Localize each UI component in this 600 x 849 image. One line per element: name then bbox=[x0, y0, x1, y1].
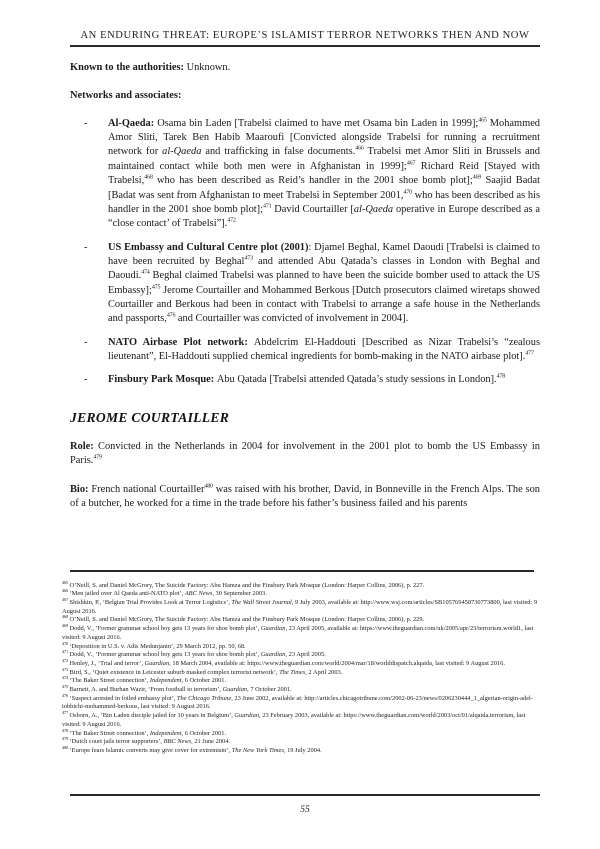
page-header bbox=[70, 30, 540, 47]
bullet-text bbox=[108, 241, 540, 327]
footnote-number: 471 bbox=[62, 649, 68, 655]
footnote-ref: 469 bbox=[472, 174, 482, 181]
footnote-item bbox=[62, 622, 542, 642]
text-run: , 2 April 2003. bbox=[305, 668, 343, 676]
text-run: Barnett, A. and Burhan Wazir, ‘From football to terrorism’, bbox=[69, 686, 223, 694]
bullet-marker: - bbox=[84, 117, 88, 129]
bullet-list bbox=[70, 117, 540, 388]
text-run: , 6 October 2001. bbox=[181, 677, 227, 685]
text-run: Independent bbox=[149, 677, 182, 685]
text-run: Dodd, V., ‘Former grammar school boy gets 13 years for shoe bomb plot’, bbox=[69, 625, 261, 633]
footnote-block bbox=[62, 570, 542, 756]
list-item bbox=[84, 117, 540, 232]
footnote-number: 465 bbox=[62, 579, 68, 585]
page-title: AN ENDURING THREAT: EUROPE’S ISLAMIST TERROR NETWORKS THEN AND NOW bbox=[80, 30, 530, 41]
footnote-number: 474 bbox=[62, 675, 68, 681]
footnote-ref: 467 bbox=[406, 160, 416, 167]
footnote-ref: 478 bbox=[496, 374, 506, 380]
text-run: Richard Reid [Stayed with Trabelsi, bbox=[108, 160, 541, 187]
text-run: , 18 March 2004, available at: https://www.theguardian.com/world/2004/mar/18/worlddispatch.alqaida, last visited: 9 August 2016. bbox=[169, 659, 505, 667]
footnote-number: 479 bbox=[62, 736, 68, 742]
text-run: Guardian bbox=[260, 625, 286, 633]
footnote-item bbox=[62, 651, 542, 660]
text-run: ‘Suspect arrested in foiled embassy plot’, bbox=[69, 694, 177, 702]
text-run: and Courtailler was convicted of involvement in 2004]. bbox=[175, 313, 409, 325]
page-body bbox=[70, 61, 540, 511]
text-run: , 23 June 2002, available at: http://articles.chicagotribune.com/2002-06-23/news/0206230444_1_algerian-origin-adel-tobbichi-mohammed-berkous, last visited: 9 August 2016. bbox=[62, 694, 533, 711]
footnote-item bbox=[62, 590, 542, 599]
text-run: and attended Abu Qatada’s classes in London with Beghal and Daoudi. bbox=[108, 255, 540, 282]
text-run: Abdelcrim El-Haddouti [Described as Nizar Trabelsi’s “zealous lieutenant”, El-Haddouti supplied chemical ingredients for bomb-making in the NATO airbase plot]. bbox=[108, 336, 540, 363]
text-run: Guardian bbox=[234, 712, 260, 720]
text-run: Al-Qaeda: bbox=[108, 117, 158, 129]
footnote-number: 466 bbox=[62, 588, 68, 594]
header-rule bbox=[70, 45, 540, 47]
text-run: ‘Dutch court jails terror supporters’, bbox=[69, 738, 164, 746]
footnote-number: 468 bbox=[62, 614, 68, 620]
bullet-text bbox=[108, 336, 540, 365]
text-run: , 21 June 2004. bbox=[191, 738, 230, 746]
text-run: ‘The Baker Street connection’, bbox=[69, 729, 150, 737]
footnote-item bbox=[62, 738, 542, 747]
footnote-ref: 475 bbox=[151, 284, 161, 291]
text-run: Abu Qatada [Trabelsi attended Qatada’s study sessions in London]. bbox=[216, 374, 497, 386]
role-paragraph bbox=[70, 440, 540, 469]
text-run: Dodd, V., ‘Former grammar school boy gets 13 years for shoe bomb plot’, bbox=[69, 651, 261, 659]
text-run: Saajid Badat [Badat was sent from Afghanistan to meet Trabelsi in September 2001, bbox=[108, 175, 541, 201]
footer-rule bbox=[70, 794, 540, 796]
text-run: , 19 July 2004. bbox=[283, 746, 322, 754]
footnote-ref: 466 bbox=[355, 145, 364, 152]
text-run: Role: bbox=[70, 440, 99, 452]
text-run: Henley, J., ‘Trial and terror’, bbox=[69, 659, 145, 667]
bullet-marker: - bbox=[84, 336, 88, 348]
footnote-ref: 468 bbox=[144, 174, 153, 181]
footnote-number: 473 bbox=[62, 666, 68, 672]
text-run: Guardian bbox=[260, 651, 286, 659]
text-run: Bio: bbox=[70, 483, 92, 495]
footnote-ref: 470 bbox=[403, 189, 412, 196]
text-run: David Courtailler [ bbox=[271, 203, 354, 215]
footnote-item bbox=[62, 657, 542, 669]
text-run: ‘Deposition in U.S. v. Adis Medunjanin’, 29 March 2012, pp. 50, 68. bbox=[69, 642, 246, 650]
text-run: was raised with his brother, David, in Bonneville in the French Alps. The son of a butcher, he worked for a time in the trade before his father’s business failed and his parents bbox=[70, 483, 540, 509]
text-run: Independent bbox=[149, 729, 182, 737]
bullet-marker: - bbox=[84, 241, 88, 253]
page-footer bbox=[70, 794, 540, 815]
text-run: ABC News bbox=[184, 590, 213, 598]
text-run: Networks and associates: bbox=[70, 90, 182, 102]
text-run: , 30 September 2003. bbox=[212, 590, 267, 598]
footnote-item bbox=[62, 712, 542, 729]
text-run: US Embassy and Cultural Centre plot (2001) bbox=[108, 241, 309, 253]
text-run: BBC News bbox=[163, 738, 192, 746]
text-run: Guardian bbox=[222, 686, 248, 694]
text-run: and trafficking in false documents. bbox=[201, 146, 356, 158]
text-run: Osborn, A., ‘Bin Laden disciple jailed for 10 years in Belgium’, bbox=[69, 712, 235, 720]
text-run: The Chicago Tribune bbox=[176, 694, 232, 702]
footnote-number: 469 bbox=[62, 622, 68, 628]
text-run: Beghal claimed Trabelsi was planned to have been the suicide bomber used to attack the US Embassy]; bbox=[108, 270, 540, 296]
text-run: , 9 July 2003, available at: http://www.wsj.com/articles/SB105769450730773800, last visited: 9 August 2016. bbox=[62, 599, 538, 615]
text-run: Bird, S., ‘Quiet existence in Leicester suburb masked complex terrorist network’, bbox=[69, 668, 280, 676]
text-run: Mohammed Amor Sliti, Tarek Ben Habib Maaroufi [Convicted alongside Trabelsi for running a recruitment network for bbox=[108, 117, 540, 158]
footnote-number: 476 bbox=[62, 692, 68, 698]
footnote-number: 472 bbox=[62, 657, 68, 663]
text-run: Guardian bbox=[144, 659, 170, 667]
known-paragraph bbox=[70, 61, 540, 75]
footnote-number: 470 bbox=[62, 640, 68, 646]
footnotes bbox=[62, 579, 542, 756]
text-run: The Wall Street Journal bbox=[231, 599, 292, 606]
text-run: , 23 February 2003, available at: https://www.theguardian.com/world/2003/oct/01/alqaida.terrorism, last visited: 9 August 2016. bbox=[62, 712, 526, 728]
text-run: operative in Europe described as a “close contact’ of Trabelsi”]. bbox=[108, 203, 540, 230]
text-run: who has been described as his handler in the 2001 shoe bomb plot]; bbox=[108, 189, 540, 215]
text-run: French national Courtailler bbox=[91, 483, 205, 495]
text-run: O’Neill, S. and Daniel McGrory, The Suicide Factory: Abu Hamza and the Finsbury Park Mosque (London: Harper Collins, 2006), p. 227. bbox=[69, 581, 425, 589]
text-run: NATO Airbase Plot network: bbox=[108, 336, 254, 348]
footnote-separator bbox=[70, 570, 534, 572]
footnote-item bbox=[62, 677, 542, 686]
footnote-number: 467 bbox=[62, 596, 68, 602]
footnote-item bbox=[62, 616, 542, 625]
footnote-number: 478 bbox=[62, 727, 68, 733]
text-run: , 7 October 2001. bbox=[247, 686, 292, 694]
text-run: al-Qaeda bbox=[162, 146, 202, 158]
text-run: , 23 April 2005. bbox=[285, 651, 326, 659]
text-run: Convicted in the Netherlands in 2004 for involvement in the 2001 plot to bomb the US Embassy in Paris. bbox=[70, 440, 540, 467]
text-run: Finsbury Park Mosque: bbox=[108, 374, 217, 386]
text-run: Unknown. bbox=[186, 62, 231, 73]
page-number: 55 bbox=[300, 805, 310, 815]
text-run: The New York Times bbox=[231, 746, 284, 754]
text-run: The Times bbox=[279, 668, 306, 676]
footnote-ref: 477 bbox=[525, 350, 534, 357]
text-run: Osama bin Laden [Trabelsi claimed to have met Osama bin Laden in 1999]; bbox=[157, 117, 479, 129]
text-run: ‘The Baker Street connection’, bbox=[69, 677, 150, 685]
footnote-ref: 476 bbox=[166, 312, 176, 319]
text-run: , 6 October 2001. bbox=[181, 729, 227, 737]
footnote-ref: 471 bbox=[263, 203, 272, 210]
text-run: al-Qaeda bbox=[353, 203, 394, 215]
bullet-text bbox=[108, 117, 540, 232]
text-run: who has been described as Reid’s handler in the 2001 shoe bomb plot]; bbox=[152, 175, 473, 187]
text-run: , 23 April 2005, available at: https://www.theguardian.com/uk/2005/apr/23/terrorism.world1, last visited: 9 August 2016. bbox=[62, 625, 534, 641]
footnote-item bbox=[62, 692, 542, 712]
text-run: Shishkin, P., ‘Belgian Trial Provides Look at Terror Logistics’, bbox=[69, 599, 232, 606]
text-run: Known to the authorities: bbox=[70, 62, 187, 73]
text-run: O’Neill, S. and Daniel McGrory, The Suicide Factory: Abu Hamza and the Finsbury Park Mosque (London: Harper Collins, 2006), p. 229. bbox=[69, 616, 425, 624]
text-run: ‘Europe fears Islamic converts may give cover for extremism’, bbox=[69, 746, 232, 754]
footnote-item bbox=[62, 683, 542, 695]
bio-paragraph bbox=[70, 483, 540, 512]
footnote-number: 480 bbox=[62, 744, 68, 750]
networks-heading bbox=[70, 89, 540, 103]
footnote-ref: 479 bbox=[93, 454, 102, 461]
list-item bbox=[84, 373, 540, 387]
footnote-number: 477 bbox=[62, 710, 68, 716]
text-run: : Djamel Beghal, Kamel Daoudi [Trabelsi is claimed to have been recruited by Beghal bbox=[108, 241, 541, 267]
list-item bbox=[84, 241, 540, 327]
footnote-number: 475 bbox=[62, 683, 68, 689]
footnote-item bbox=[62, 744, 542, 756]
bullet-marker: - bbox=[84, 374, 88, 386]
section-heading: JEROME COURTAILLER bbox=[70, 409, 230, 425]
footnote-ref: 480 bbox=[204, 483, 213, 490]
text-run: Jerome Courtailler and Mohammed Berkous [Dutch prosecutors claimed wiretaps showed Courtailler and Berkous had been in contact with Trabelsi to arrange a safe house in the Netherlands and passports, bbox=[108, 284, 540, 325]
footnote-ref: 465 bbox=[478, 117, 487, 124]
bullet-text bbox=[108, 373, 540, 387]
list-item bbox=[84, 336, 540, 365]
footnote-ref: 472 bbox=[227, 217, 236, 224]
footnote-ref: 474 bbox=[141, 269, 150, 276]
text-run: Trabelsi met Amor Sliti in Brussels and maintained contact while both men were in Afghanistan in 1999]; bbox=[108, 146, 540, 172]
footnote-item bbox=[62, 596, 542, 616]
footnote-ref: 473 bbox=[244, 255, 253, 262]
text-run: ‘Men jailed over Al Qaeda anti-NATO plot’, bbox=[69, 590, 185, 598]
